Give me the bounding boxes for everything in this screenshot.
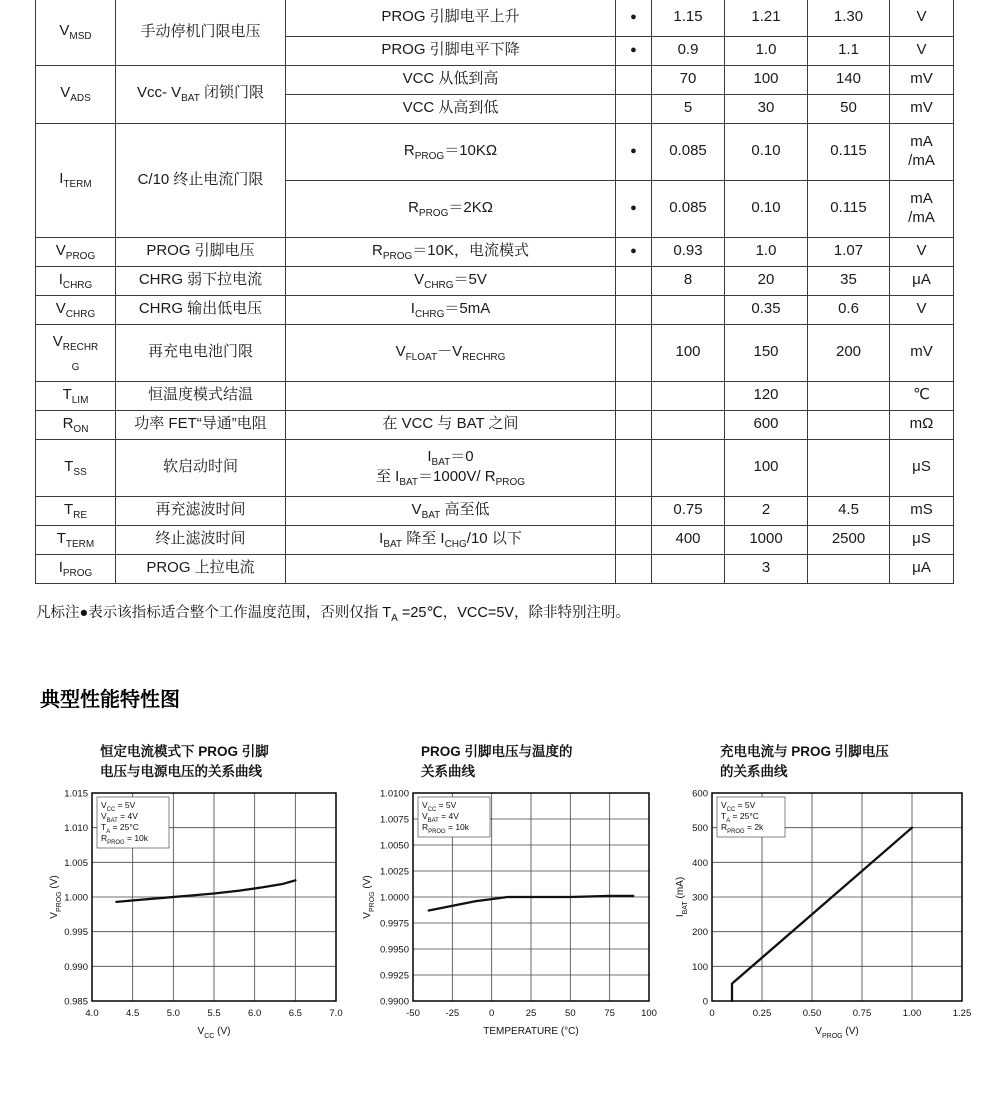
table-cell: PROG 上拉电流 (116, 554, 286, 583)
charts-row (46, 742, 976, 1053)
table-cell: 软启动时间 (116, 439, 286, 496)
chart-prog-vs-temp (359, 742, 664, 1053)
x-tick-label: 0 (489, 1008, 495, 1020)
x-tick-label: -25 (445, 1008, 460, 1020)
table-cell (652, 381, 725, 410)
table-cell: C/10 终止电流门限 (116, 123, 286, 237)
table-cell: 100 (652, 324, 725, 381)
table-cell: mA /mA (890, 123, 954, 180)
x-tick-label: 0.50 (802, 1008, 822, 1020)
table-cell (286, 554, 616, 583)
table-cell: 功率 FET“导通”电阻 (116, 410, 286, 439)
table-cell: 再充电电池门限 (116, 324, 286, 381)
table-cell: $V_{CHRG}=5V$ (286, 266, 616, 295)
table-cell: $I_{BAT}=0$ 至 $I_{BAT}=1000V/$ $R_{PROG}$ (286, 439, 616, 496)
table-cell: $T_{TERM}$ (36, 525, 116, 554)
y-tick-label: 0.985 (64, 996, 88, 1008)
table-cell: 0.085 (652, 180, 725, 237)
table-cell: 1000 (725, 525, 808, 554)
table-cell (652, 295, 725, 324)
table-cell (286, 381, 616, 410)
table-cell (652, 554, 725, 583)
table-cell (808, 410, 890, 439)
chart-title: PROG 引脚电压与温度的 关系曲线 (421, 744, 573, 779)
table-cell (616, 324, 652, 381)
table-cell (808, 439, 890, 496)
y-tick-label: 600 (692, 788, 708, 800)
x-tick-label: 50 (565, 1008, 576, 1020)
chart-annotation: $V_{CC} = 5V$ (721, 800, 756, 814)
chart-title: 恒定电流模式下 PROG 引脚 电压与电源电压的关系曲线 (100, 744, 269, 779)
y-tick-label: 0.9925 (379, 970, 409, 982)
table-row (36, 237, 954, 266)
table-cell: 在 VCC 与 BAT 之间 (286, 410, 616, 439)
table-cell: mΩ (890, 410, 954, 439)
chart-prog-vs-temp-plot (359, 785, 659, 1053)
chart-annotation: $R_{PROG} = 10k$ (422, 822, 470, 836)
table-cell: 30 (725, 94, 808, 123)
table-cell: $V_{PROG}$ (36, 237, 116, 266)
x-tick-label: -50 (406, 1008, 420, 1020)
table-row (36, 0, 954, 36)
table-cell: 恒温度模式结温 (116, 381, 286, 410)
table-cell: mV (890, 65, 954, 94)
table-cell: 1.07 (808, 237, 890, 266)
table-row (36, 295, 954, 324)
x-axis-label: TEMPERATURE (°C) (483, 1026, 579, 1038)
table-cell: 0.35 (725, 295, 808, 324)
chart-annotation: $V_{BAT} = 4V$ (101, 811, 138, 825)
table-cell: PROG 引脚电平下降 (286, 36, 616, 65)
table-row (36, 410, 954, 439)
table-cell: CHRG 弱下拉电流 (116, 266, 286, 295)
table-cell (616, 410, 652, 439)
table-cell (808, 381, 890, 410)
table-cell: $T_{LIM}$ (36, 381, 116, 410)
chart-title: 充电电流与 PROG 引脚电压 的关系曲线 (720, 744, 889, 779)
chart-ibat-vs-prog-plot (672, 785, 972, 1053)
table-cell (616, 266, 652, 295)
table-cell: ● (616, 123, 652, 180)
table-cell: μS (890, 439, 954, 496)
y-tick-label: 0.995 (64, 927, 88, 939)
table-cell: $I_{CHRG}=5mA$ (286, 295, 616, 324)
table-cell: 0.085 (652, 123, 725, 180)
table-cell: $V_{RECHR}$ $_G$ (36, 324, 116, 381)
table-cell (616, 65, 652, 94)
table-cell: 0.6 (808, 295, 890, 324)
chart-annotation: $T_A = 25^\circ C$ (721, 811, 759, 825)
table-cell: 2500 (808, 525, 890, 554)
table-cell (616, 525, 652, 554)
table-cell: 3 (725, 554, 808, 583)
table-footnote: 凡标注●表示该指标适合整个工作温度范围，否则仅指 $T_A$ =25℃，VCC=5V，除非特别注明。 (36, 605, 631, 624)
y-tick-label: 1.015 (64, 788, 88, 800)
table-cell: $R_{PROG}=10K$，电流模式 (286, 237, 616, 266)
table-cell: 5 (652, 94, 725, 123)
table-cell: 8 (652, 266, 725, 295)
table-row (36, 554, 954, 583)
table-cell: VCC 从低到高 (286, 65, 616, 94)
x-tick-label: 7.0 (329, 1008, 343, 1020)
table-cell (616, 554, 652, 583)
table-cell: 0.115 (808, 123, 890, 180)
x-tick-label: 5.0 (166, 1008, 180, 1020)
y-axis-label: $I_{BAT}$ (mA) (675, 876, 689, 918)
table-cell: ● (616, 36, 652, 65)
table-cell (616, 496, 652, 525)
x-tick-label: 0 (709, 1008, 715, 1020)
table-cell: CHRG 输出低电压 (116, 295, 286, 324)
table-cell: Vcc- $V_{BAT}$ 闭锁门限 (116, 65, 286, 123)
table-cell (808, 554, 890, 583)
table-cell: $I_{PROG}$ (36, 554, 116, 583)
table-cell: 1.21 (725, 0, 808, 36)
y-tick-label: 500 (692, 823, 708, 835)
table-cell: $I_{BAT}$ 降至 $I_{CHG}/10$ 以下 (286, 525, 616, 554)
chart-annotation: $R_{PROG} = 2k$ (721, 822, 764, 836)
table-cell: 200 (808, 324, 890, 381)
x-tick-label: 0.25 (752, 1008, 772, 1020)
table-cell: 1.1 (808, 36, 890, 65)
table-cell: 50 (808, 94, 890, 123)
x-axis-label: $V_{PROG}$ (V) (815, 1026, 859, 1040)
table-cell (652, 439, 725, 496)
table-row (36, 439, 954, 496)
chart-annotation: $V_{CC} = 5V$ (101, 800, 136, 814)
y-tick-label: 300 (692, 892, 708, 904)
chart-annotation: $R_{PROG} = 10k$ (101, 833, 149, 847)
table-row (36, 123, 954, 180)
table-cell: 1.15 (652, 0, 725, 36)
x-tick-label: 1.00 (902, 1008, 922, 1020)
x-tick-label: 1.25 (952, 1008, 972, 1020)
table-cell: 2 (725, 496, 808, 525)
x-tick-label: 6.5 (288, 1008, 302, 1020)
x-tick-label: 6.0 (248, 1008, 262, 1020)
table-cell: $T_{SS}$ (36, 439, 116, 496)
table-row (36, 324, 954, 381)
y-tick-label: 200 (692, 927, 708, 939)
y-tick-label: 1.0050 (379, 840, 409, 852)
table-cell: 1.0 (725, 36, 808, 65)
table-cell: μA (890, 554, 954, 583)
table-cell: mS (890, 496, 954, 525)
y-tick-label: 100 (692, 961, 708, 973)
table-row (36, 496, 954, 525)
table-cell: 1.30 (808, 0, 890, 36)
table-cell: 4.5 (808, 496, 890, 525)
table-cell: 35 (808, 266, 890, 295)
table-cell: 手动停机门限电压 (116, 0, 286, 65)
y-axis-label: $V_{PROG}$ (V) (362, 875, 376, 919)
table-cell: 0.10 (725, 180, 808, 237)
table-row (36, 65, 954, 94)
table-cell: mV (890, 94, 954, 123)
table-cell: PROG 引脚电平上升 (286, 0, 616, 36)
table-cell: 140 (808, 65, 890, 94)
table-cell (616, 94, 652, 123)
table-cell: ● (616, 237, 652, 266)
table-cell: 终止滤波时间 (116, 525, 286, 554)
table-cell: μS (890, 525, 954, 554)
table-cell (652, 410, 725, 439)
table-cell: VCC 从高到低 (286, 94, 616, 123)
table-cell: mV (890, 324, 954, 381)
table-cell: $V_{ADS}$ (36, 65, 116, 123)
table-cell: 100 (725, 65, 808, 94)
chart-annotation: $V_{BAT} = 4V$ (422, 811, 459, 825)
table-cell (616, 295, 652, 324)
y-axis-label: $V_{PROG}$ (V) (49, 875, 63, 919)
table-cell: V (890, 0, 954, 36)
table-cell: μA (890, 266, 954, 295)
table-cell: ● (616, 0, 652, 36)
x-tick-label: 100 (641, 1008, 657, 1020)
y-tick-label: 400 (692, 857, 708, 869)
y-tick-label: 0.9950 (379, 944, 409, 956)
table-cell: V (890, 295, 954, 324)
x-tick-label: 4.5 (126, 1008, 140, 1020)
y-tick-label: 1.0000 (379, 892, 409, 904)
table-cell: 0.9 (652, 36, 725, 65)
table-cell: $R_{ON}$ (36, 410, 116, 439)
chart-prog-vs-vcc (46, 742, 351, 1053)
table-cell: 0.75 (652, 496, 725, 525)
table-row (36, 381, 954, 410)
x-tick-label: 75 (604, 1008, 615, 1020)
table-cell: $V_{CHRG}$ (36, 295, 116, 324)
table-cell: ℃ (890, 381, 954, 410)
y-tick-label: 1.0025 (379, 866, 409, 878)
spec-table (35, 0, 954, 584)
table-cell: 120 (725, 381, 808, 410)
chart-annotation: $T_A = 25^\circ C$ (101, 822, 139, 836)
table-cell (616, 381, 652, 410)
y-tick-label: 0.9900 (379, 996, 409, 1008)
table-cell: V (890, 36, 954, 65)
chart-ibat-vs-prog (672, 742, 977, 1053)
y-tick-label: 1.0075 (379, 814, 409, 826)
table-cell: 0.10 (725, 123, 808, 180)
x-tick-label: 4.0 (85, 1008, 99, 1020)
table-cell: 0.115 (808, 180, 890, 237)
x-tick-label: 0.75 (852, 1008, 872, 1020)
table-cell: 70 (652, 65, 725, 94)
table-cell: $V_{BAT}$ 高至低 (286, 496, 616, 525)
x-tick-label: 25 (525, 1008, 537, 1020)
table-cell: 20 (725, 266, 808, 295)
y-tick-label: 0.9975 (379, 918, 409, 930)
x-tick-label: 5.5 (207, 1008, 221, 1020)
table-cell: V (890, 237, 954, 266)
table-cell: $T_{RE}$ (36, 496, 116, 525)
y-tick-label: 0.990 (64, 961, 88, 973)
section-title: 典型性能特性图 (40, 689, 180, 711)
table-cell (616, 439, 652, 496)
table-cell: 0.93 (652, 237, 725, 266)
table-cell: mA /mA (890, 180, 954, 237)
chart-annotation: $V_{CC} = 5V$ (422, 800, 457, 814)
table-cell: 100 (725, 439, 808, 496)
table-cell: 150 (725, 324, 808, 381)
x-axis-label: $V_{CC}$ (V) (197, 1026, 231, 1040)
table-cell: $I_{TERM}$ (36, 123, 116, 237)
y-tick-label: 0 (702, 996, 708, 1008)
table-cell: 再充滤波时间 (116, 496, 286, 525)
y-tick-label: 1.010 (64, 823, 88, 835)
table-cell: 600 (725, 410, 808, 439)
table-cell: 1.0 (725, 237, 808, 266)
table-row (36, 525, 954, 554)
spec-table-body (36, 0, 954, 583)
table-cell: $V_{MSD}$ (36, 0, 116, 65)
y-tick-label: 1.000 (64, 892, 88, 904)
table-cell: $R_{PROG}=10K\Omega$ (286, 123, 616, 180)
table-cell: $R_{PROG}=2K\Omega$ (286, 180, 616, 237)
table-cell: $I_{CHRG}$ (36, 266, 116, 295)
y-tick-label: 1.005 (64, 857, 88, 869)
table-cell: 400 (652, 525, 725, 554)
chart-prog-vs-vcc-plot (46, 785, 346, 1053)
y-tick-label: 1.0100 (379, 788, 409, 800)
table-cell: PROG 引脚电压 (116, 237, 286, 266)
table-cell: ● (616, 180, 652, 237)
spec-table-container (35, 0, 954, 584)
table-cell: $V_{FLOAT}-V_{RECHRG}$ (286, 324, 616, 381)
table-row (36, 266, 954, 295)
